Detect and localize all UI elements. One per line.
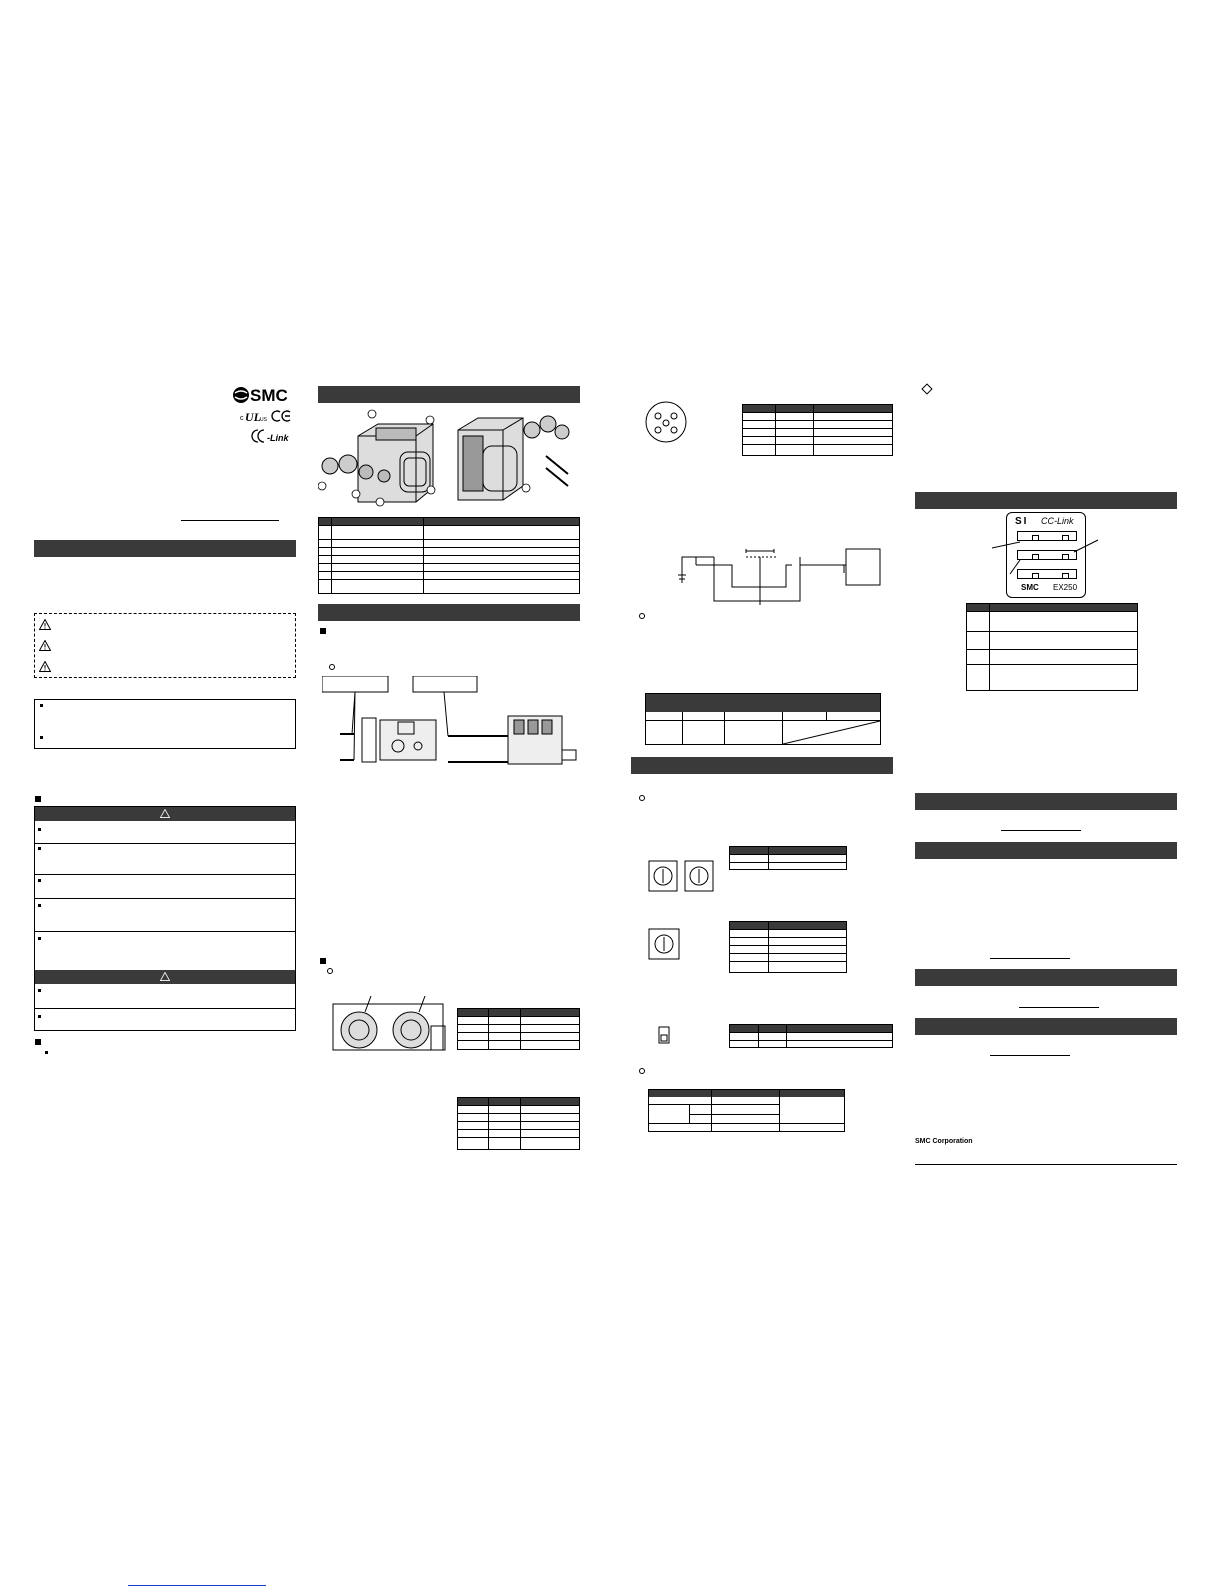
section-bar-installation [318,604,580,621]
pin-table-1 [457,1008,580,1050]
warning-header [35,807,295,821]
part-names-table [318,517,580,594]
power-connector-face [644,400,688,444]
bullet [40,704,43,707]
label-logo-si: SI [1015,516,1029,527]
section-bar-part-names [318,386,580,403]
bullet [45,1051,48,1054]
section-bar-dimensions [915,969,1177,986]
label-logo-cclink: CC-Link [1041,516,1074,526]
warning-triangle-icon [160,972,170,981]
hazard-level-box [34,613,296,678]
section-marker [35,796,41,802]
section-bar-maintenance [915,793,1177,810]
warning-table [34,806,296,1031]
certification-marks [240,409,296,423]
pin-table-2 [457,1097,580,1150]
power-spec-table [645,693,881,745]
led-callout-lines [990,538,1102,580]
section-bar-contacts [915,1018,1177,1035]
reference-underline [990,1055,1070,1056]
section-bar-safety [34,540,296,557]
cc-link-logo [250,428,296,444]
warning-triangle-icon [39,640,51,651]
warning-triangle-icon [39,619,51,630]
bullet-circle [327,968,333,974]
station-number-table [729,846,847,870]
caution-header [35,970,295,984]
section-marker [320,958,326,964]
brand-logo-text: SMC [250,386,288,405]
warning-triangle-icon [160,809,170,818]
baud-rate-table [729,921,847,973]
section-bar-settings [631,757,893,774]
label-maker: SMC [1021,583,1039,592]
title-underline [181,520,279,521]
svg-text:US: US [260,417,267,423]
section-bar-specifications [915,842,1177,859]
note-box [34,699,296,749]
bullet-circle [329,664,335,670]
dip-switch [658,1026,670,1044]
bullet [40,736,43,739]
connector-drawing [331,996,446,1052]
reference-underline [990,958,1070,959]
rotary-switch-baud [648,928,680,960]
bullet-circle [639,1068,645,1074]
reference-underline [1019,1007,1099,1008]
svg-text:-Link: -Link [267,433,289,443]
svg-text:UL: UL [245,410,261,423]
brand-logo [232,385,296,405]
dip-switch-table [729,1024,893,1048]
hold-clear-table [648,1089,845,1132]
label-model: EX250 [1053,583,1078,592]
warning-triangle-icon [39,661,51,672]
product-illustration [318,406,580,510]
rotary-switch-pair [648,860,716,892]
footer-company-name: SMC Corporation [915,1138,973,1145]
reference-underline [1001,830,1081,831]
section-marker [320,628,326,634]
wiring-circuit-diagram [672,543,882,605]
led-status-table [966,603,1138,691]
footer-rule [915,1164,1177,1165]
diamond-bullet [921,383,932,394]
section-bar-led-display [915,492,1177,509]
mounting-diagram [322,676,578,768]
section-marker [35,1039,41,1045]
power-pin-table [742,404,893,456]
svg-text:c: c [240,415,244,422]
bullet-circle [639,613,645,619]
bullet-circle [639,795,645,801]
